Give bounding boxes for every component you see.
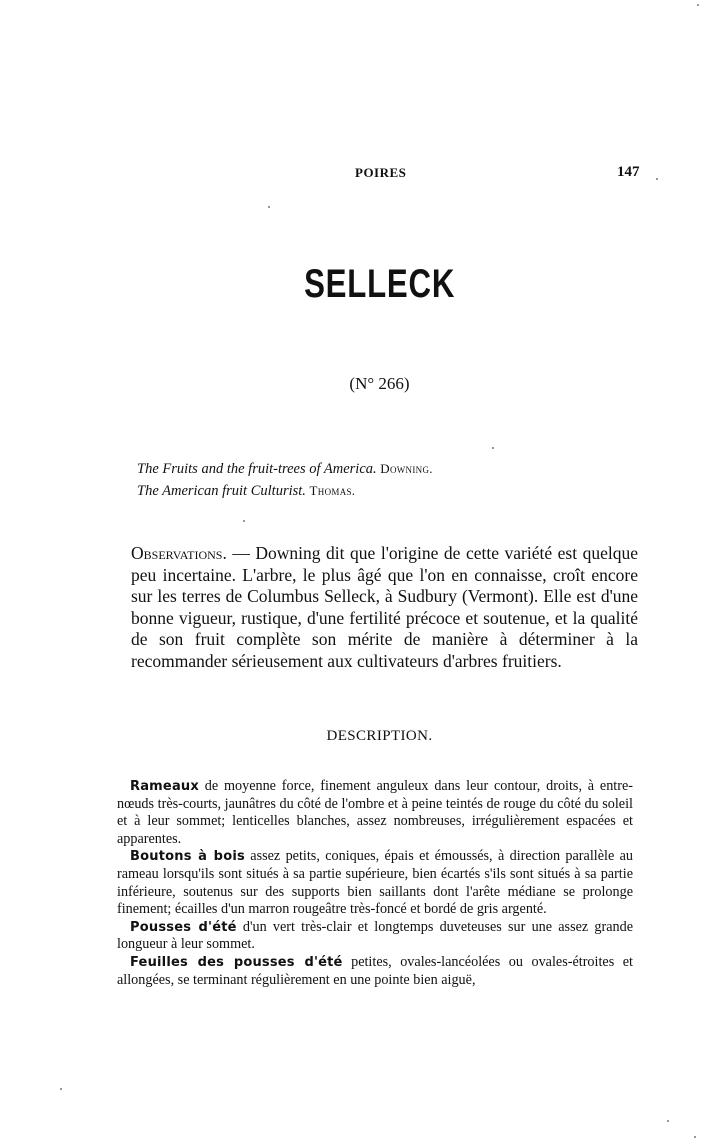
description-term: Pousses d'été (130, 919, 237, 935)
scan-speck (697, 4, 699, 6)
description-paragraph (117, 778, 633, 848)
description-paragraph (117, 919, 633, 954)
reference-author: Downing. (380, 461, 433, 476)
reference-work: The Fruits and the fruit-trees of America. (137, 461, 377, 477)
reference-author: Thomas. (309, 483, 356, 498)
scan-speck (656, 178, 658, 180)
scan-speck (60, 1088, 62, 1090)
scan-speck (694, 1136, 696, 1138)
scan-speck (667, 1120, 669, 1122)
description-text: de moyenne force, finement anguleux dans leur contour, droits, à entre-nœuds très-courts, jaunâtres du côté de l'ombre et à peine teintés de rouge du côté du soleil et à leur sommet; lenticelles blanches, assez nombreuses, irrégulièrement espacées et apparentes. (117, 778, 633, 847)
description-paragraph (117, 954, 633, 989)
observations-paragraph (131, 543, 638, 672)
description-term: Boutons à bois (130, 849, 245, 865)
reference-work: The American fruit Culturist. (137, 483, 306, 499)
description-text: d'un vert très-clair et longtemps duveteuses sur une assez grande longueur à leur sommet. (117, 918, 633, 953)
description-term: Feuilles des pousses d'été (130, 954, 343, 970)
description-body (117, 778, 633, 989)
scan-speck (492, 447, 494, 449)
description-text: assez petits, coniques, épais et émoussés, à direction parallèle au rameau lorsqu'ils sont situés à sa partie supérieure, bien écartés s'ils sont situés à sa partie inférieure, soutenus sur des supports bien saillants dont l'arête médiane se prolonge finement; écailles d'un marron rougeâtre très-foncé et bordé de gris argenté. (117, 848, 633, 918)
scan-speck (243, 520, 245, 522)
observations-text: — Downing dit que l'origine de cette variété est quelque peu incertaine. L'arbre, le plus âgé que l'on en connaisse, croît encore sur les terres de Columbus Selleck, à Sudbury (Vermont). Elle est d'une bonne vigueur, rustique, d'une fertilité précoce et soutenue, et la qualité de son fruit complète son mérite de manière à déterminer à la recommander sérieusement aux cultivateurs d'arbres fruitiers. (131, 543, 638, 671)
page-number: 147 (617, 164, 640, 180)
reference-line (137, 480, 433, 502)
section-title: DESCRIPTION. (326, 728, 433, 744)
scan-speck (268, 206, 270, 208)
running-head: POIRES (355, 165, 407, 180)
description-paragraph (117, 848, 633, 918)
page-title: SELLECK (304, 262, 456, 306)
description-text: petites, ovales-lancéolées ou ovales-étroites et allongées, se terminant régulièrement en une pointe bien aiguë, (117, 953, 633, 988)
description-term: Rameaux (130, 779, 199, 794)
references (137, 458, 433, 502)
observations-lead: Observations. (131, 543, 227, 563)
variety-number: (N° 266) (349, 374, 410, 393)
reference-line (137, 458, 433, 480)
